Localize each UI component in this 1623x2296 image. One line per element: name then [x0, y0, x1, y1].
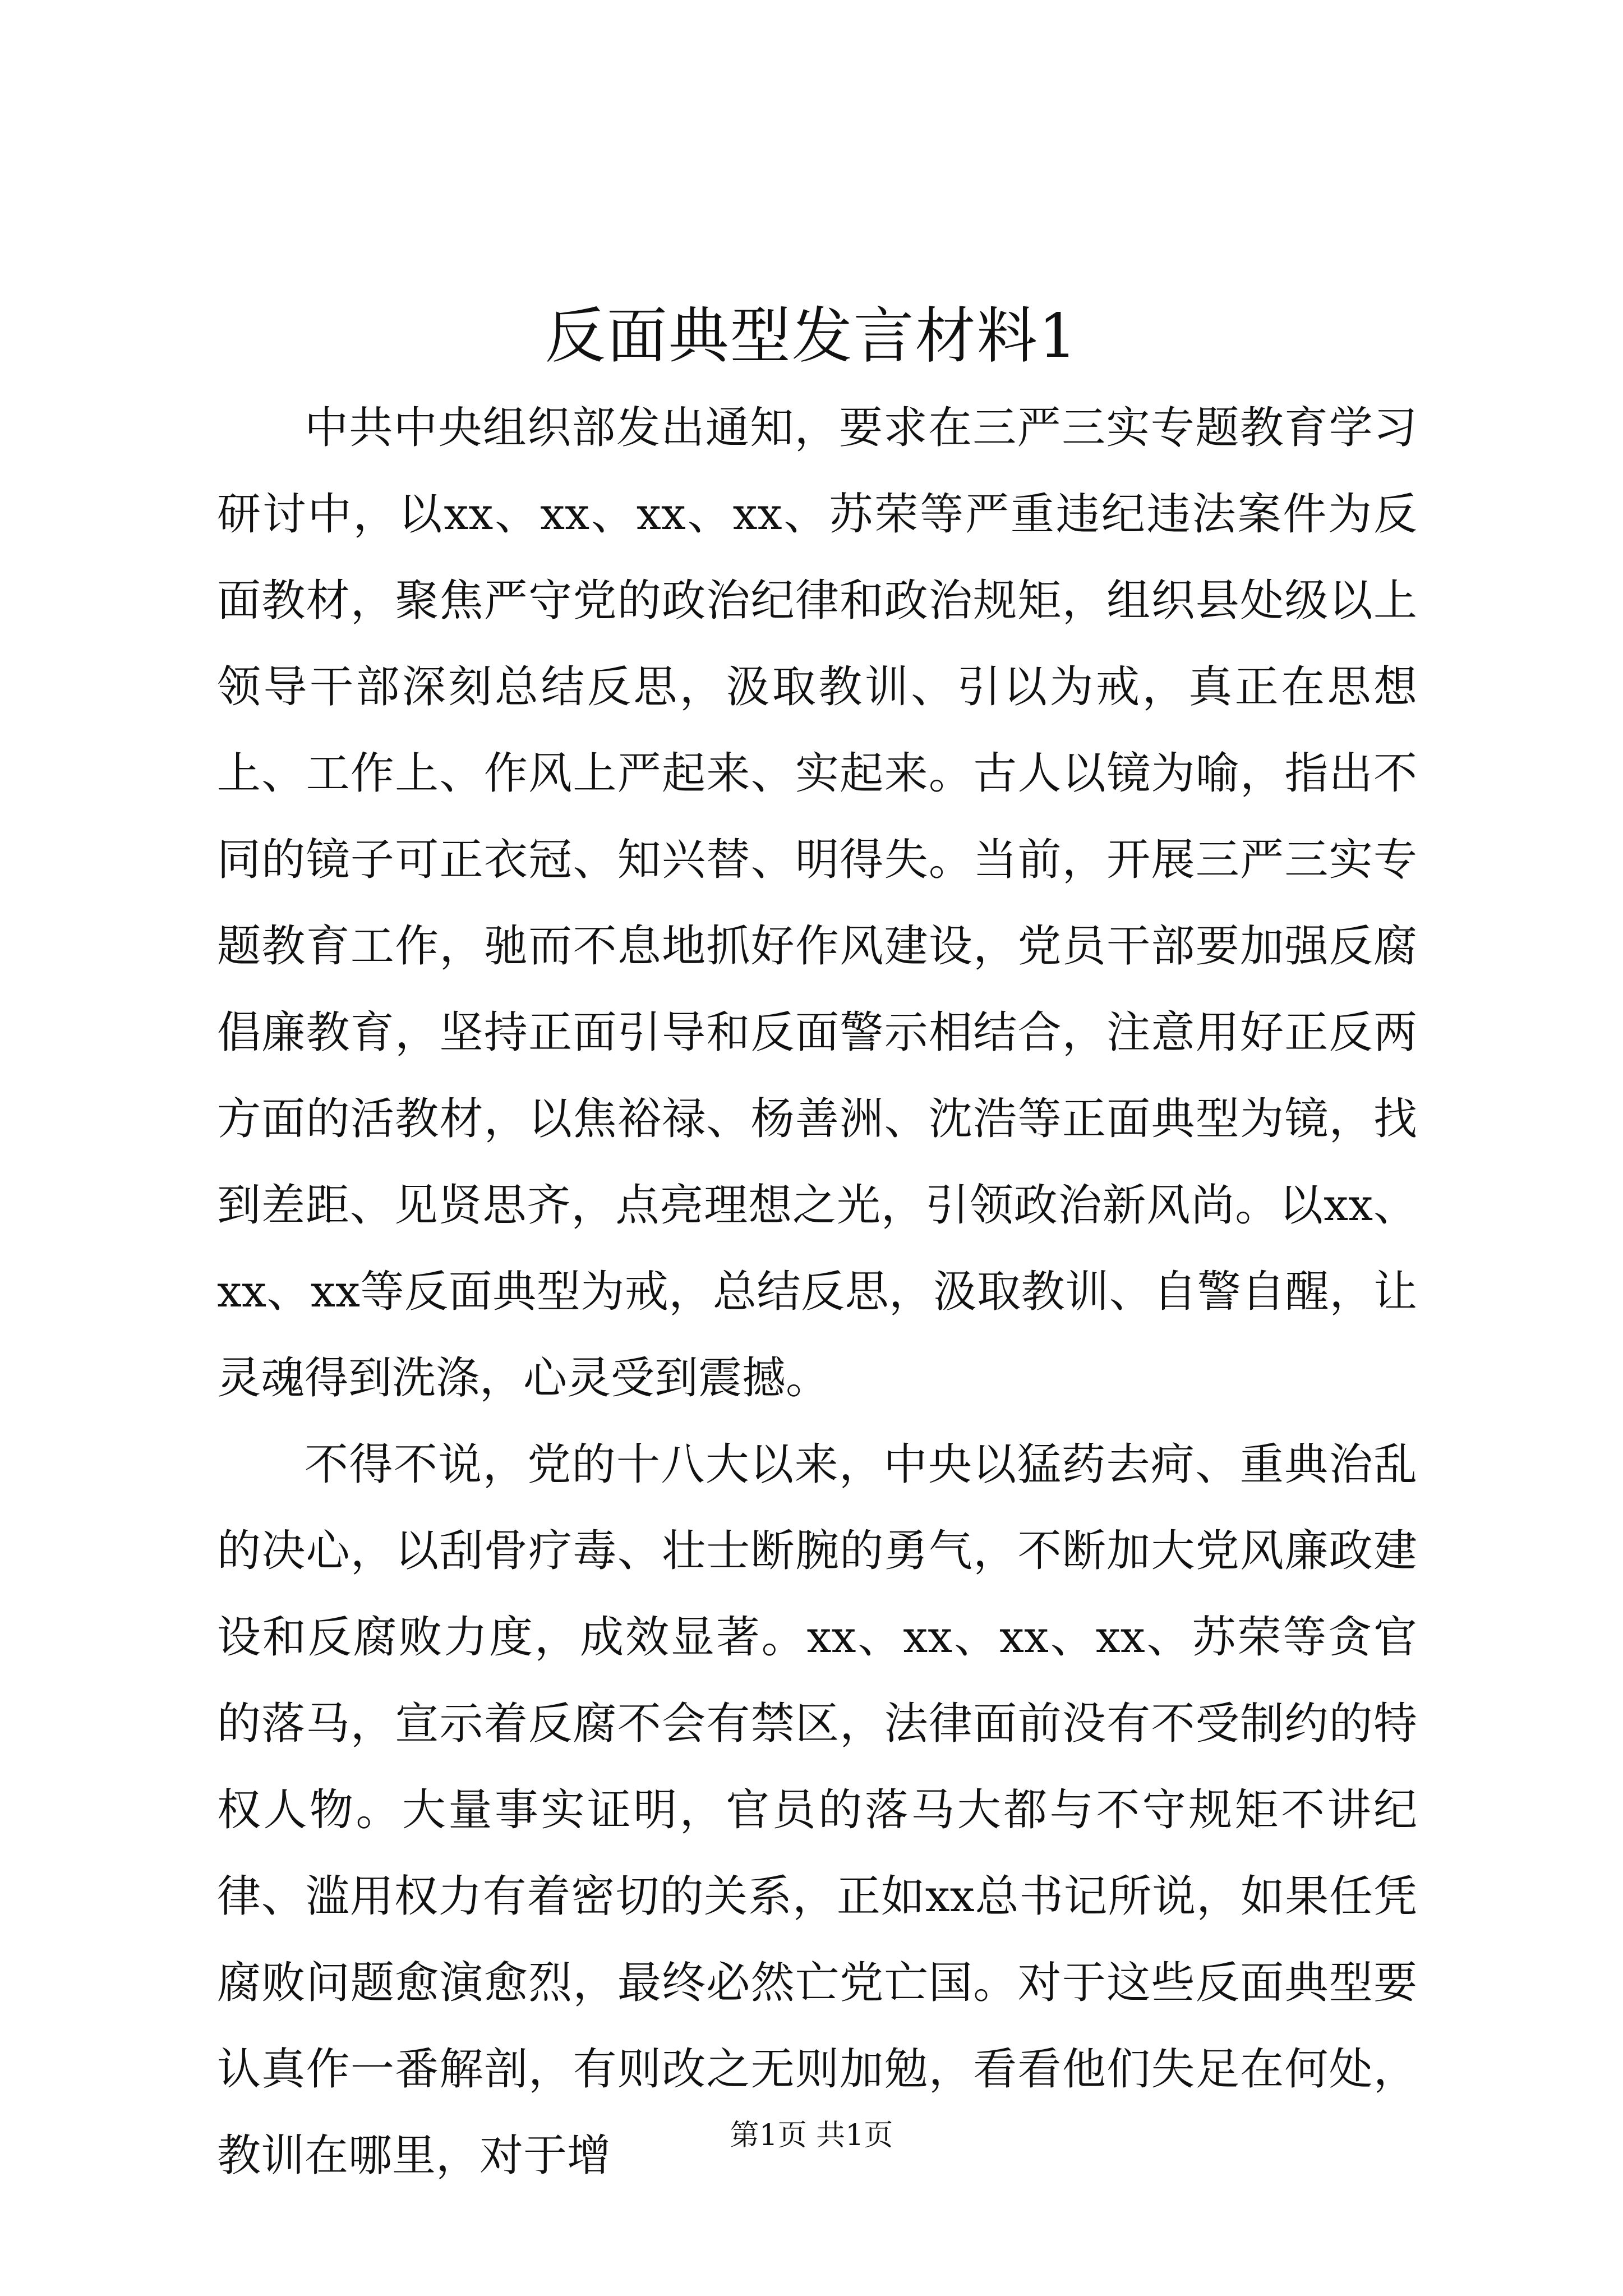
document-body [217, 385, 1417, 2199]
paragraph-2: 不得不说，党的十八大以来，中央以猛药去疴、重典治乱的决心，以刮骨疗毒、壮士断腕的勇气，不断加大党风廉政建设和反腐败力度，成效显著。xx、xx、xx、xx、苏荣等贪官的落马，宣示着反腐不会有禁区，法律面前没有不受制约的特权人物。大量事实证明，官员的落马大都与不守规矩不讲纪律、滥用权力有着密切的关系，正如xx总书记所说，如果任凭腐败问题愈演愈烈，最终必然亡党亡国。对于这些反面典型要认真作一番解剖，有则改之无则加勉，看看他们失足在何处，教训在哪里，对于增 [217, 1439, 1417, 2181]
page-footer: 第1页 共1页 [730, 2119, 893, 2152]
paragraph-1: 中共中央组织部发出通知，要求在三严三实专题教育学习研讨中，以xx、xx、xx、xx、苏荣等严重违纪违法案件为反面教材，聚焦严守党的政治纪律和政治规矩，组织县处级以上领导干部深刻总结反思，汲取教训、引以为戒，真正在思想上、工作上、作风上严起来、实起来。古人以镜为喻，指出不同的镜子可正衣冠、知兴替、明得失。当前，开展三严三实专题教育工作，驰而不息地抓好作风建设，党员干部要加强反腐倡廉教育，坚持正面引导和反面警示相结合，注意用好正反两方面的活教材，以焦裕禄、杨善洲、沈浩等正面典型为镜，找到差距、见贤思齐，点亮理想之光，引领政治新风尚。以xx、xx、xx等反面典型为戒，总结反思，汲取教训、自警自醒，让灵魂得到洗涤，心灵受到震撼。 [217, 403, 1417, 1404]
document-title: 反面典型发言材料1 [545, 301, 1078, 371]
